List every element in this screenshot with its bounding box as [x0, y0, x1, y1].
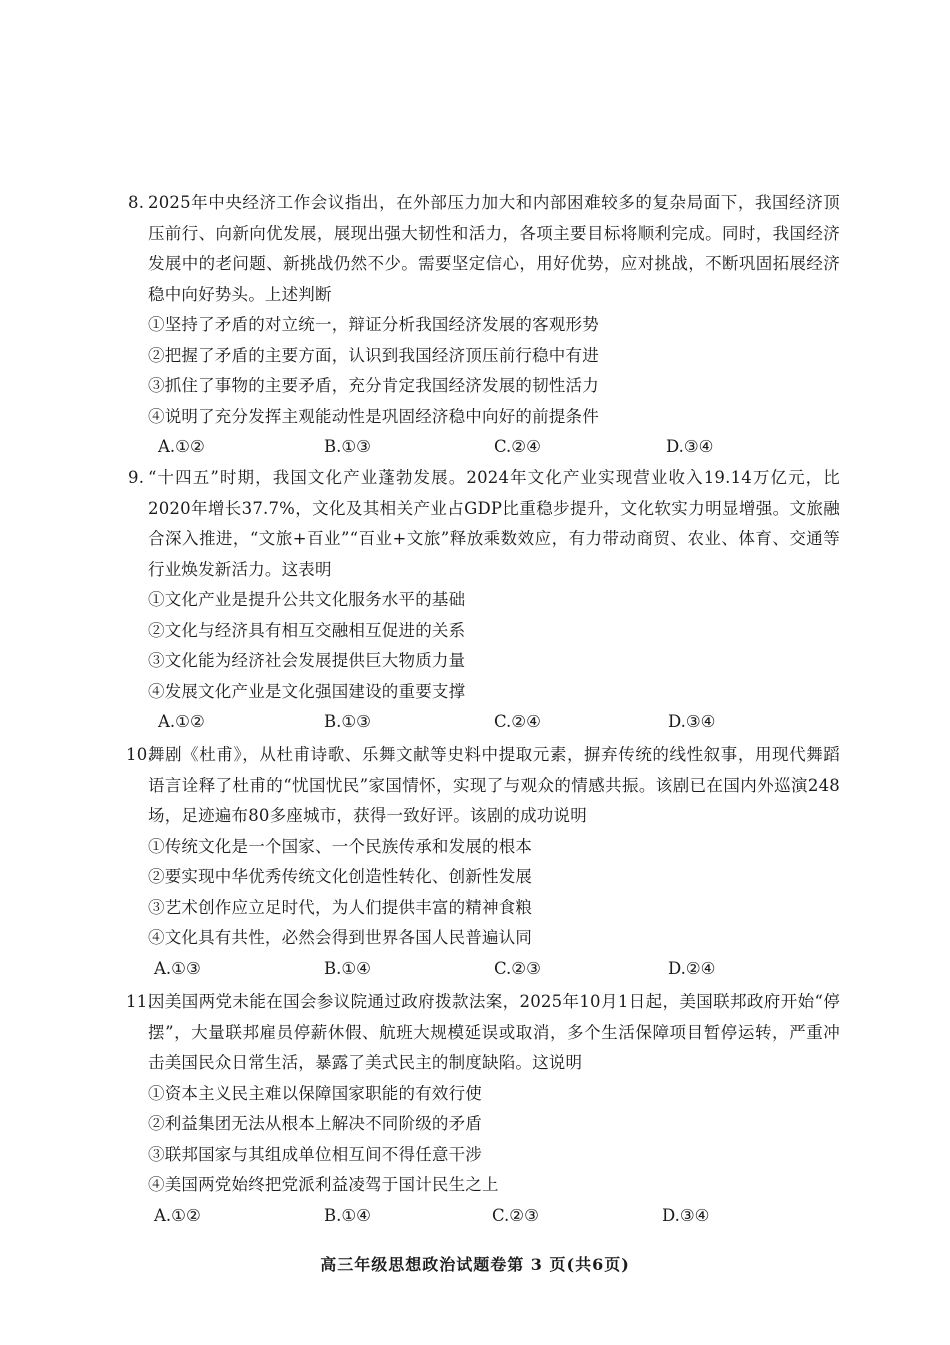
question-stem — [128, 188, 840, 310]
answer-options — [128, 1201, 840, 1232]
option-b[interactable]: B.①④ — [324, 1205, 371, 1225]
answer-options — [128, 707, 840, 738]
statement-3: ③联邦国家与其组成单位相互间不得任意干涉 — [148, 1144, 482, 1164]
statement-1: ①传统文化是一个国家、一个民族传承和发展的根本 — [148, 836, 533, 856]
option-a[interactable]: A.①② — [158, 437, 205, 456]
option-d[interactable]: D.③④ — [668, 712, 716, 731]
option-c[interactable]: C.②③ — [494, 958, 541, 978]
option-b[interactable]: B.①④ — [324, 958, 371, 978]
option-a[interactable]: A.①② — [158, 712, 205, 731]
question-8 — [128, 188, 840, 463]
statement-1: ①资本主义民主难以保障国家职能的有效行使 — [148, 1083, 482, 1103]
answer-options — [128, 432, 840, 463]
question-number: 8. — [128, 193, 145, 212]
option-b[interactable]: B.①③ — [324, 712, 371, 731]
question-number: 9. — [128, 468, 145, 487]
stem-text: 舞剧《杜甫》，从杜甫诗歌、乐舞文献等史料中提取元素，摒弃传统的线性叙事，用现代舞蹈语言诠释了杜甫的“忧国忧民”家国情怀，实现了与观众的情感共振。该剧已在国内外巡演248场，足迹遍布80多座城市，获得一致好评。该剧的成功说明 — [148, 745, 840, 825]
option-c[interactable]: C.②③ — [492, 1205, 539, 1225]
stem-text: “十四五”时期，我国文化产业蓬勃发展。2024年文化产业实现营业收入19.14万亿元，比2020年增长37.7%，文化及其相关产业占GDP比重稳步提升，文化软实力明显增强。文旅融合深入推进，“文旅+百业”“百业+文旅”释放乘数效应，有力带动商贸、农业、体育、交通等行业焕发新活力。这表明 — [148, 468, 840, 579]
statement-3: ③艺术创作应立足时代，为人们提供丰富的精神食粮 — [148, 897, 533, 917]
question-11 — [128, 987, 840, 1231]
statement-2: ②把握了矛盾的主要方面，认识到我国经济顶压前行稳中有进 — [148, 345, 599, 365]
option-a[interactable]: A.①② — [154, 1205, 201, 1225]
question-10 — [128, 740, 840, 984]
statement-4: ④发展文化产业是文化强国建设的重要支撑 — [148, 681, 466, 701]
statement-4: ④说明了充分发挥主观能动性是巩固经济稳中向好的前提条件 — [148, 406, 599, 426]
option-d[interactable]: D.③④ — [666, 437, 714, 456]
question-stem — [128, 740, 840, 832]
option-a[interactable]: A.①③ — [154, 958, 201, 978]
option-d[interactable]: D.②④ — [668, 958, 716, 978]
statement-1: ①坚持了矛盾的对立统一，辩证分析我国经济发展的客观形势 — [148, 315, 599, 334]
statement-2: ②要实现中华优秀传统文化创造性转化、创新性发展 — [148, 867, 533, 886]
statement-1: ①文化产业是提升公共文化服务水平的基础 — [148, 590, 466, 609]
statement-3: ③抓住了事物的主要矛盾，充分肯定我国经济发展的韧性活力 — [148, 376, 599, 395]
option-d[interactable]: D.③④ — [662, 1205, 710, 1225]
statement-3: ③文化能为经济社会发展提供巨大物质力量 — [148, 651, 466, 670]
statement-4: ④美国两党始终把党派利益凌驾于国计民生之上 — [148, 1175, 499, 1194]
question-stem — [128, 987, 840, 1079]
page-footer: 高三年级思想政治试题卷第 3 页(共6页) — [320, 1255, 630, 1274]
question-number: 10. — [126, 745, 153, 764]
stem-text: 因美国两党未能在国会参议院通过政府拨款法案，2025年10月1日起，美国联邦政府开始“停摆”，大量联邦雇员停薪休假、航班大规模延误或取消，多个生活保障项目暂停运转，严重冲击美国民众日常生活，暴露了美式民主的制度缺陷。这说明 — [148, 992, 840, 1072]
stem-text: 2025年中央经济工作会议指出，在外部压力加大和内部困难较多的复杂局面下，我国经济顶压前行、向新向优发展，展现出强大韧性和活力，各项主要目标将顺利完成。同时，我国经济发展中的老问题、新挑战仍然不少。需要坚定信心，用好优势，应对挑战，不断巩固拓展经济稳中向好势头。上述判断 — [148, 193, 840, 304]
option-c[interactable]: C.②④ — [494, 437, 541, 456]
question-stem — [128, 463, 840, 585]
option-c[interactable]: C.②④ — [494, 712, 541, 731]
statement-4: ④文化具有共性，必然会得到世界各国人民普遍认同 — [148, 928, 533, 947]
statement-2: ②文化与经济具有相互交融相互促进的关系 — [148, 620, 466, 640]
answer-options — [128, 954, 840, 985]
question-number: 11. — [126, 992, 153, 1011]
option-b[interactable]: B.①③ — [324, 437, 371, 456]
question-9 — [128, 463, 840, 738]
statement-2: ②利益集团无法从根本上解决不同阶级的矛盾 — [148, 1114, 482, 1133]
